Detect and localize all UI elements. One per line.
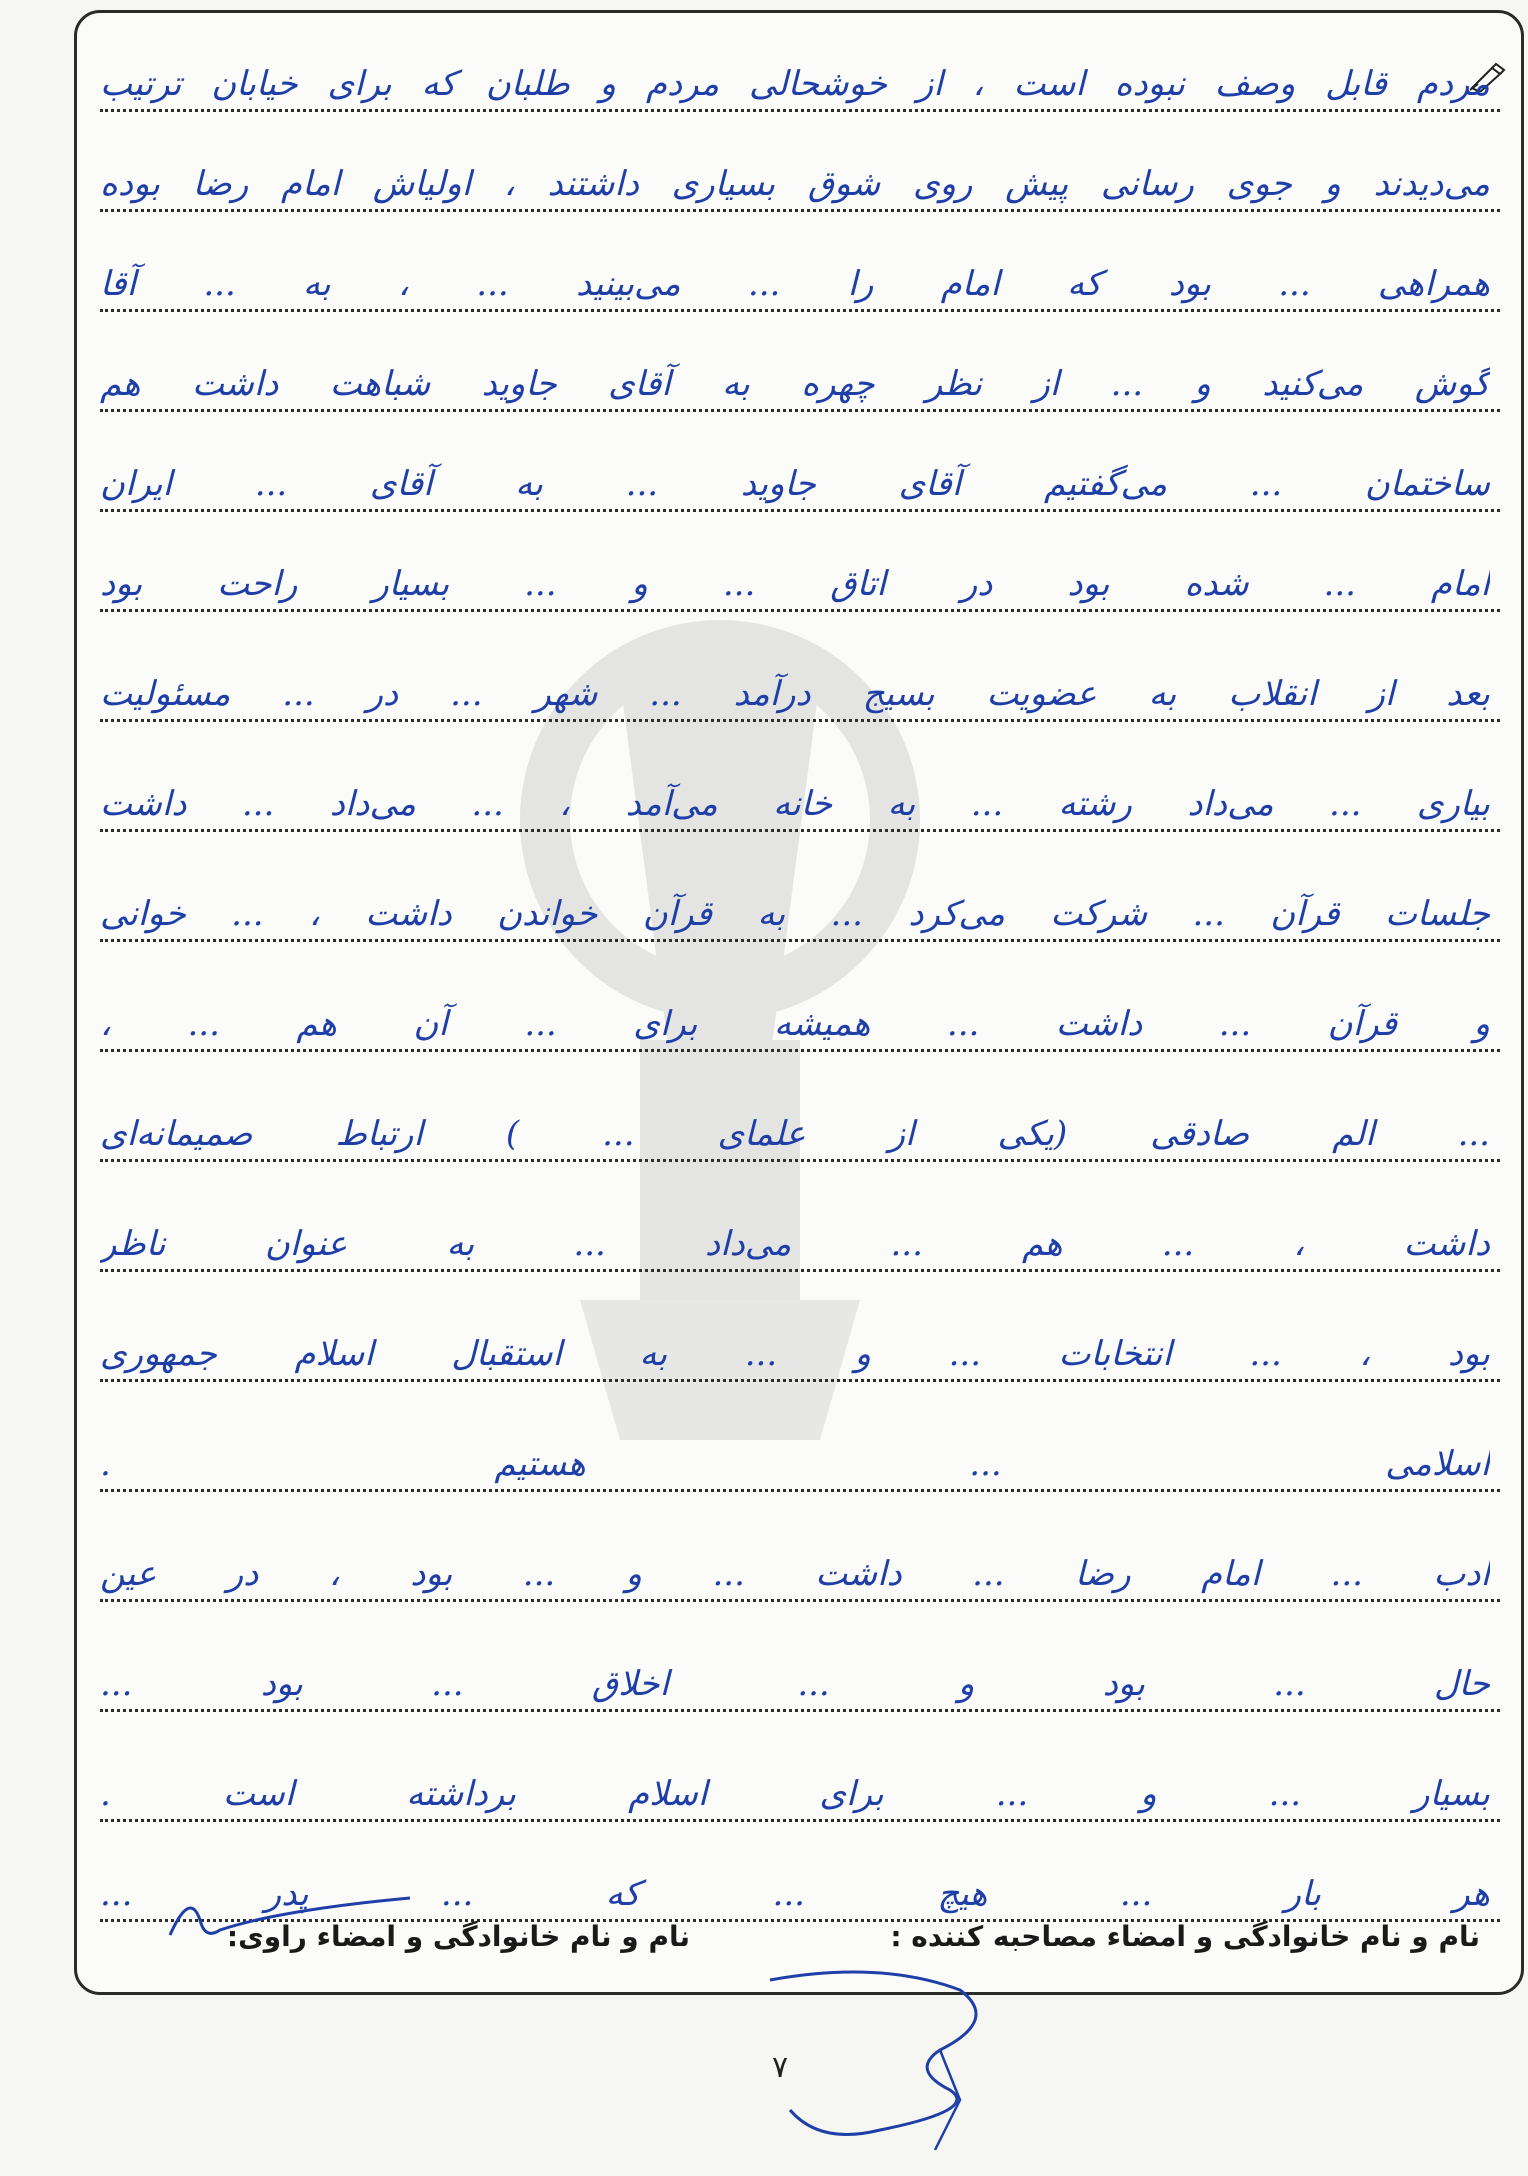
ruled-line — [100, 122, 1500, 212]
interviewer-signature-label: نام و نام خانوادگی و امضاء مصاحبه کننده : — [890, 1920, 1480, 1953]
handwritten-line: ساختمان ... می‌گفتیم آقای جاوید ... به آقای ... ایران — [100, 464, 1490, 504]
ruled-line — [100, 1292, 1500, 1382]
handwritten-line: جلسات قرآن ... شرکت می‌کرد ... به قرآن خواندن داشت ، ... خوانی — [100, 894, 1490, 934]
handwritten-line: حال ... بود و ... اخلاق ... بود ... — [100, 1664, 1490, 1704]
ruled-line — [100, 962, 1500, 1052]
ruled-line — [100, 422, 1500, 512]
handwritten-line: بود ، ... انتخابات ... و ... به استقبال اسلام جمهوری — [100, 1334, 1490, 1374]
ruled-line — [100, 1732, 1500, 1822]
ruled-line — [100, 522, 1500, 612]
handwritten-line: و قرآن ... داشت ... همیشه برای ... آن هم ... ، — [100, 1004, 1490, 1044]
handwritten-line: گوش می‌کنید و ... از نظر چهره به آقای جاوید شباهت داشت هم — [100, 364, 1490, 404]
ruled-line — [100, 322, 1500, 412]
handwritten-line: ادب ... امام رضا ... داشت ... و ... بود ، در عین — [100, 1554, 1490, 1594]
handwritten-line: امام ... شده بود در اتاق ... و ... بسیار راحت بود — [100, 564, 1490, 604]
handwritten-line: اسلامی ... هستیم . — [100, 1444, 1490, 1484]
handwritten-line: می‌دیدند و جوی رسانی پیش روی شوق بسیاری داشتند ، اولیاش امام رضا بوده — [100, 164, 1490, 204]
handwritten-line: هر بار ... هیچ ... که ... پدر ... — [100, 1874, 1490, 1914]
ruled-line — [100, 1072, 1500, 1162]
handwritten-line: مردم قابل وصف نبوده است ، از خوشحالی مردم و طلبان که برای خیابان ترتیب — [100, 64, 1490, 104]
ruled-line — [100, 1622, 1500, 1712]
ruled-line — [100, 222, 1500, 312]
narrator-signature-label: نام و نام خانوادگی و امضاء راوی: — [226, 1920, 690, 1953]
handwritten-body — [100, 0, 1500, 1960]
ruled-line — [100, 1182, 1500, 1272]
handwritten-line: همراهی ... بود که امام را ... می‌بینید ... ، به ... آقا — [100, 264, 1490, 304]
handwritten-line: بسیار ... و ... برای اسلام برداشته است . — [100, 1774, 1490, 1814]
handwritten-line: داشت ، ... هم ... می‌داد ... به عنوان ناظر — [100, 1224, 1490, 1264]
handwritten-line: ... الم صادقی (یکی از علمای ... ) ارتباط صمیمانه‌ای — [100, 1114, 1490, 1154]
ruled-line — [100, 632, 1500, 722]
narrator-signature — [160, 1880, 420, 1950]
ruled-line — [100, 1402, 1500, 1492]
handwritten-line: بعد از انقلاب به عضویت بسیج درآمد ... شهر ... در ... مسئولیت — [100, 674, 1490, 714]
ruled-line — [100, 22, 1500, 112]
ruled-line — [100, 852, 1500, 942]
handwritten-line: بیاری ... می‌داد رشته ... به خانه می‌آمد ، ... می‌داد ... داشت — [100, 784, 1490, 824]
page-number: ۷ — [771, 2050, 789, 2085]
ruled-line — [100, 742, 1500, 832]
ruled-line — [100, 1512, 1500, 1602]
